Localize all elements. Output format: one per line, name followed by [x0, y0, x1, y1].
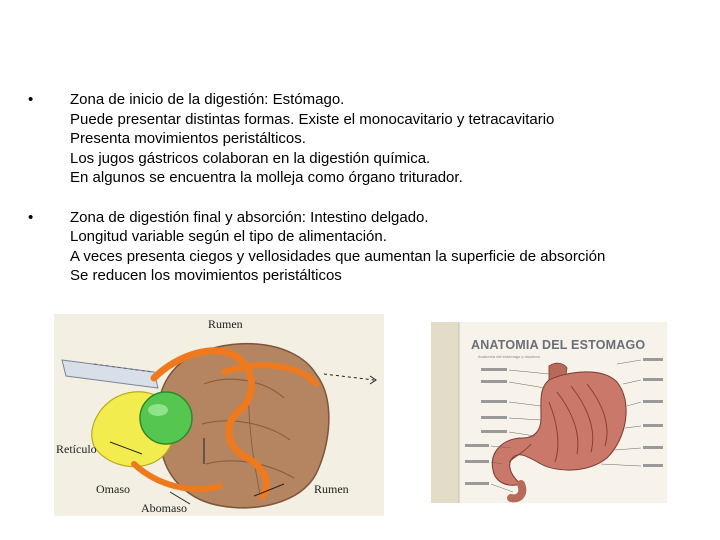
bullet-line: Zona de digestión final y absorción: Intestino delgado.: [70, 208, 429, 226]
bullet-line: Zona de inicio de la digestión: Estómago.: [70, 91, 345, 108]
label-rumen-top: Rumen: [208, 317, 243, 331]
bullet-marker: •: [28, 208, 34, 226]
bullet-line: Puede presentar distintas formas. Existe el monocavitario y tetracavitario: [70, 110, 555, 128]
bullet-line: Los jugos gástricos colaboran en la digestión química.: [70, 149, 431, 167]
stomach-anatomy-figure: [431, 322, 667, 503]
ruminant-stomach-figure: [54, 314, 384, 516]
bullet-stomach: [28, 90, 708, 188]
bullet-line: Presenta movimientos peristálticos.: [70, 130, 306, 147]
bullet-line: Longitud variable según el tipo de alimentación.: [70, 228, 387, 245]
stomach-figure-title: ANATOMIA DEL ESTOMAGO: [471, 338, 646, 352]
label-omaso: Omaso: [96, 482, 130, 496]
bullet-line: Se reducen los movimientos peristálticos: [70, 267, 342, 284]
label-rumen-bottom: Rumen: [314, 482, 349, 496]
bullet-intestine: [28, 208, 708, 286]
label-abomaso: Abomaso: [141, 501, 187, 515]
label-reticulo: Retículo: [56, 442, 97, 456]
bullet-marker: •: [28, 91, 34, 108]
bullet-line: En algunos se encuentra la molleja como órgano triturador.: [70, 169, 463, 186]
bullet-line: A veces presenta ciegos y vellosidades que aumentan la superficie de absorción: [70, 247, 606, 265]
stomach-figure-subtitle: Anatomía del estómago y duodeno: [478, 354, 541, 359]
bullet-list: [28, 90, 708, 306]
